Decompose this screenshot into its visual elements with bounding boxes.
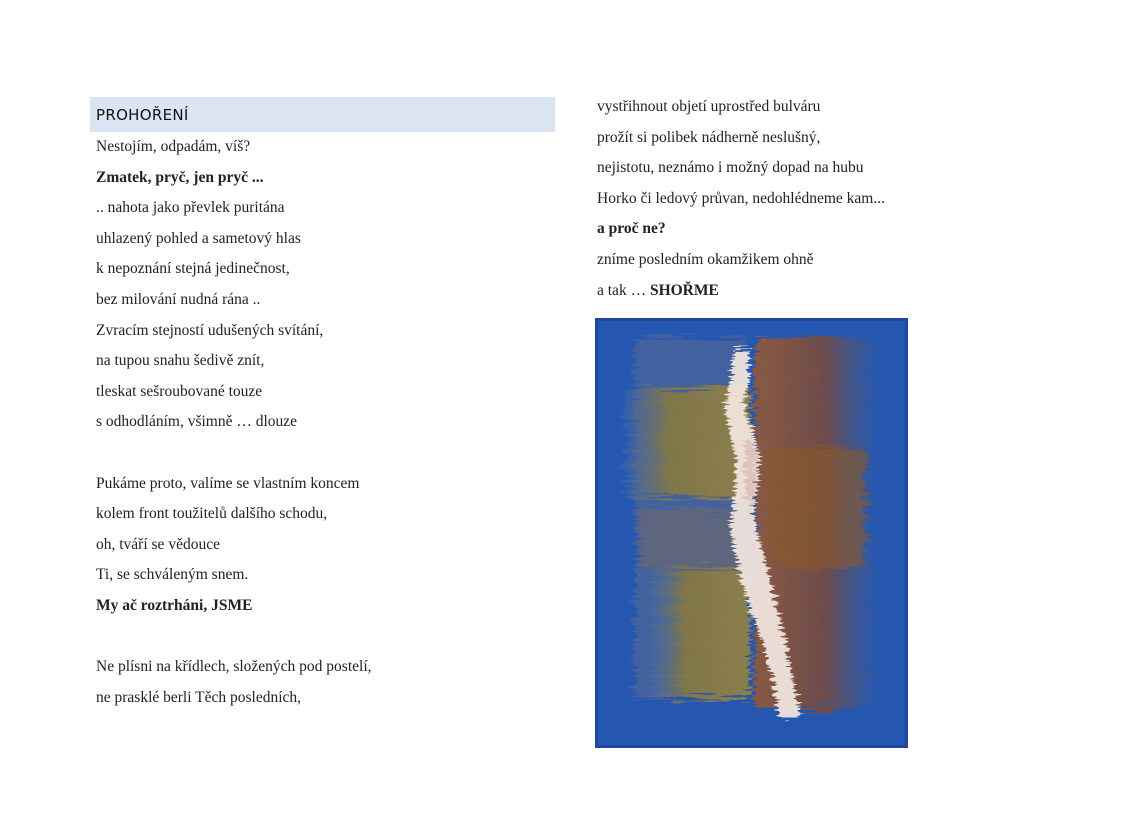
- poem-title: PROHOŘENÍ: [90, 97, 555, 132]
- poem-left-line: [96, 438, 555, 469]
- poem-left-line: Pukáme proto, valíme se vlastním koncem: [96, 474, 360, 492]
- poem-left-line: .. nahota jako převlek puritána: [96, 199, 285, 217]
- poem-left-line: k nepoznání stejná jedinečnost,: [96, 260, 290, 278]
- poem-left-line: My ač roztrháni, JSME: [96, 596, 253, 614]
- poem-left-line: Nestojím, odpadám, víš?: [96, 138, 251, 155]
- poem-left-line: kolem front toužitelů dalšího schodu,: [96, 505, 328, 523]
- poem-left-line: Ti, se schváleným snem.: [96, 566, 249, 584]
- poem-right-lines: [597, 92, 1037, 306]
- poem-left-line: Zvracím stejností udušených svítání,: [96, 321, 324, 339]
- poem-left-line: Zmatek, pryč, jen pryč ...: [96, 168, 264, 186]
- poem-left-column: [90, 97, 555, 713]
- painting-image: [595, 318, 908, 748]
- poem-right-line: zníme posledním okamžikem ohně: [597, 250, 814, 268]
- poem-left-line: oh, tváří se vědouce: [96, 535, 220, 553]
- poem-left-line: uhlazený pohled a sametový hlas: [96, 229, 301, 247]
- poem-left-line: bez milování nudná rána ..: [96, 290, 261, 308]
- poem-right-line: vystřihnout objetí uprostřed bulváru: [597, 98, 821, 115]
- poem-left-line: [96, 622, 555, 653]
- watercolor-painting: [595, 318, 908, 748]
- poem-right-line-text: a tak …: [597, 281, 650, 299]
- poem-right-line-emphasis: SHOŘME: [649, 281, 719, 299]
- poem-left-line: s odhodláním, všimně … dlouze: [96, 413, 298, 431]
- poem-right-line: [597, 276, 1037, 307]
- poem-left-line: Ne plísni na křídlech, složených pod postelí,: [96, 658, 372, 676]
- poem-right-line: a proč ne?: [597, 220, 666, 238]
- poem-right-line: nejistotu, neznámo i možný dopad na hubu: [597, 159, 864, 177]
- poem-left-line: ne prasklé berli Těch posledních,: [96, 688, 302, 706]
- poem-right-line: Horko či ledový průvan, nedohlédneme kam...: [597, 189, 885, 207]
- poem-right-line: prožít si polibek nádherně neslušný,: [597, 128, 821, 146]
- poem-right-column: [597, 92, 1037, 306]
- poem-left-lines: [90, 132, 555, 713]
- poem-left-line: na tupou snahu šedivě znít,: [96, 352, 265, 370]
- poem-left-line: tleskat sešroubované touze: [96, 382, 263, 400]
